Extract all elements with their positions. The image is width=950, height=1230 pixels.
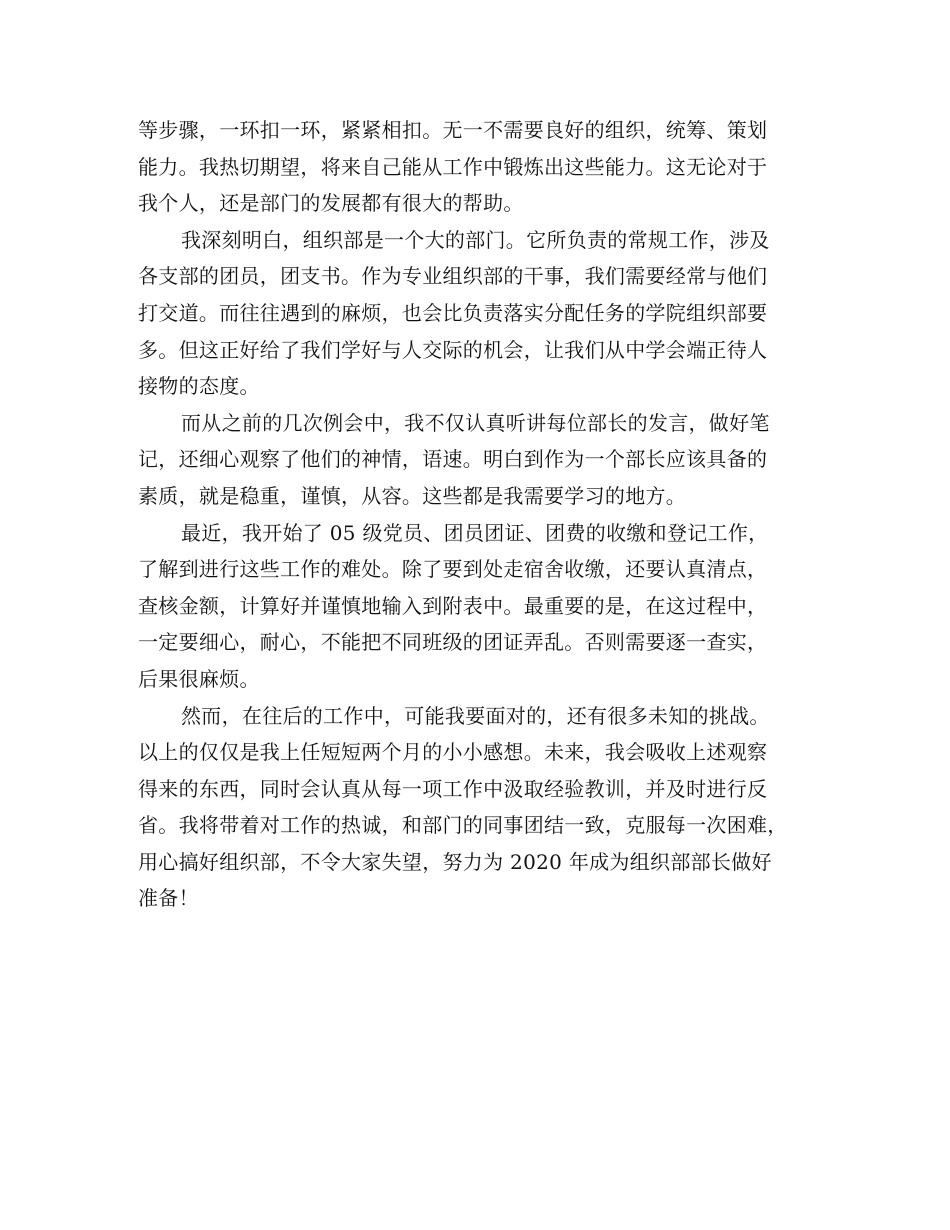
text-line-7: 多。但这正好给了我们学好与人交际的机会，让我们从中学会端正待人 xyxy=(138,337,768,362)
text-line-19: 得来的东西，同时会认真从每一项工作中汲取经验教训，并及时进行反 xyxy=(138,776,768,801)
text-line-4: 我深刻明白，组织部是一个大的部门。它所负责的常规工作，涉及 xyxy=(181,227,770,252)
text-line-9: 而从之前的几次例会中，我不仅认真听讲每位部长的发言，做好笔 xyxy=(181,410,770,435)
text-line-15: 一定要细心，耐心，不能把不同班级的团证弄乱。否则需要逐一查实， xyxy=(138,630,768,655)
text-line-14: 查核金额，计算好并谨慎地输入到附表中。最重要的是，在这过程中， xyxy=(138,593,768,618)
text-line-16: 后果很麻烦。 xyxy=(138,666,260,691)
text-line-12: 最近，我开始了 05 级党员、团员团证、团费的收缴和登记工作， xyxy=(181,520,769,545)
document-body xyxy=(138,112,828,917)
text-line-11: 素质，就是稳重，谨慎，从容。这些都是我需要学习的地方。 xyxy=(138,483,687,508)
text-line-22: 准备！ xyxy=(138,886,199,911)
text-line-1: 等步骤，一环扣一环，紧紧相扣。无一不需要良好的组织，统筹、策划 xyxy=(138,118,768,142)
text-line-5: 各支部的团员，团支书。作为专业组织部的干事，我们需要经常与他们 xyxy=(138,264,768,289)
text-line-18: 以上的仅仅是我上任短短两个月的小小感想。未来，我会吸收上述观察 xyxy=(138,740,768,765)
text-line-13: 了解到进行这些工作的难处。除了要到处走宿舍收缴，还要认真清点， xyxy=(138,557,768,582)
text-line-3: 我个人，还是部门的发展都有很大的帮助。 xyxy=(138,191,524,216)
text-line-6: 打交道。而往往遇到的麻烦，也会比负责落实分配任务的学院组织部要 xyxy=(138,300,768,325)
text-line-2: 能力。我热切期望，将来自己能从工作中锻炼出这些能力。这无论对于 xyxy=(138,154,768,179)
text-line-8: 接物的态度。 xyxy=(138,374,260,399)
text-line-17: 然而，在往后的工作中，可能我要面对的，还有很多未知的挑战。 xyxy=(181,703,770,728)
text-line-21: 用心搞好组织部，不令大家失望，努力为 2020 年成为组织部部长做好 xyxy=(138,849,772,874)
text-line-10: 记，还细心观察了他们的神情，语速。明白到作为一个部长应该具备的 xyxy=(138,447,768,472)
text-line-20: 省。我将带着对工作的热诚，和部门的同事团结一致，克服每一次困难， xyxy=(138,813,788,838)
